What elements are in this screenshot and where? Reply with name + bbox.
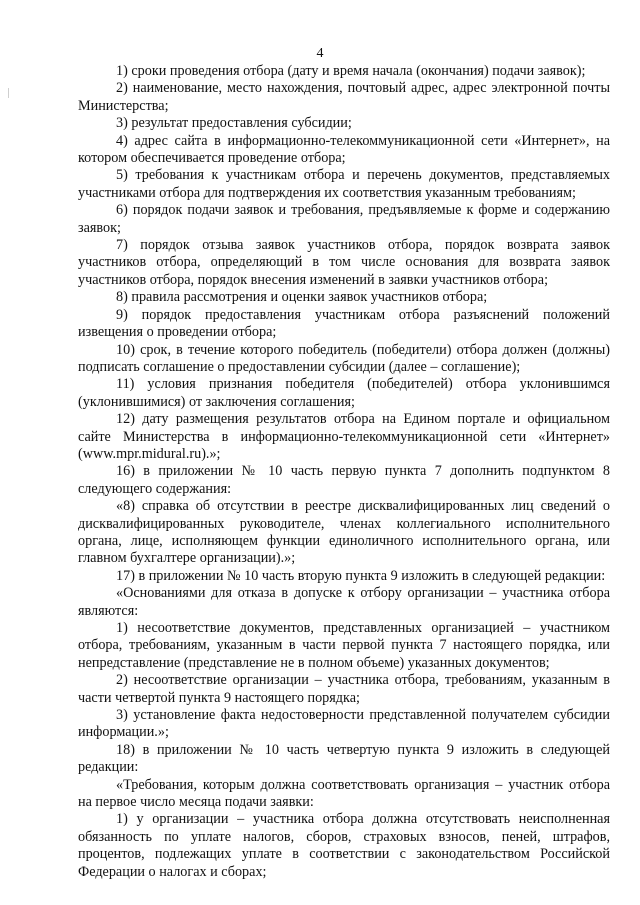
paragraph: 6) порядок подачи заявок и требования, предъявляемые к форме и содержанию заявок; xyxy=(78,202,610,236)
paragraph: 1) сроки проведения отбора (дату и время начала (окончания) подачи заявок); xyxy=(116,63,586,79)
scan-margin-mark xyxy=(8,88,9,98)
paragraph: 2) наименование, место нахождения, почтовый адрес, адрес электронной почты Министерства; xyxy=(78,80,610,114)
page-number: 4 xyxy=(316,46,324,61)
paragraph: 1) у организации – участника отбора должна отсутствовать неисполненная обязанность по уплате налогов, сборов, страховых взносов, пеней, штрафов, процентов, подлежащих уплате в соответствии с законодательством Российской Федерации о налогах и сборах; xyxy=(78,811,610,880)
paragraph: 2) несоответствие организации – участника отбора, требованиям, указанным в части четвертой пункта 9 настоящего порядка; xyxy=(78,672,610,706)
paragraph: 3) результат предоставления субсидии; xyxy=(116,115,352,132)
document-body xyxy=(78,63,610,881)
paragraph: 10) срок, в течение которого победитель (победители) отбора должен (должны) подписать соглашение о предоставлении субсидии (далее – соглашение); xyxy=(78,341,610,375)
paragraph: 11) условия признания победителя (победителей) отбора уклонившимся (уклонившимися) от заключения соглашения; xyxy=(78,376,610,410)
paragraph: 17) в приложении № 10 часть вторую пункта 9 изложить в следующей редакции: xyxy=(116,567,606,584)
paragraph: 12) дату размещения результатов отбора на Едином портале и официальном сайте Министерства в информационно-телекоммуникационной сети «Интернет» (www.mpr.midural.ru).»; xyxy=(78,411,610,462)
paragraph: 4) адрес сайта в информационно-телекоммуникационной сети «Интернет», на котором обеспечивается проведение отбора; xyxy=(78,132,610,167)
paragraph: 1) несоответствие документов, представленных организацией – участником отбора, требованиям, указанным в части первой пункта 7 настоящего порядка, или непредставление (представление не в полном объеме) указанных документов; xyxy=(78,620,610,671)
paragraph: 5) требования к участникам отбора и перечень документов, представляемых участниками отбора для подтверждения их соответствия указанным требованиям; xyxy=(78,167,610,201)
paragraph: 16) в приложении № 10 часть первую пункта 7 дополнить подпунктом 8 следующего содержания: xyxy=(78,463,610,497)
paragraph: 3) установление факта недостоверности представленной получателем субсидии информации.»; xyxy=(78,707,610,741)
paragraph: 18) в приложении № 10 часть четвертую пункта 9 изложить в следующей редакции: xyxy=(78,741,610,776)
paragraph: «Требования, которым должна соответствовать организация – участник отбора на первое число месяца подачи заявки: xyxy=(78,776,610,811)
paragraph: 9) порядок предоставления участникам отбора разъяснений положений извещения о проведении отбора; xyxy=(78,306,610,341)
paragraph: 8) правила рассмотрения и оценки заявок участников отбора; xyxy=(116,289,488,306)
paragraph: «Основаниями для отказа в допуске к отбору организации – участника отбора являются: xyxy=(78,585,610,619)
paragraph: 7) порядок отзыва заявок участников отбора, порядок возврата заявок участников отбора, определяющий в том числе основания для возврата заявок участников отбора, порядок внесения изменений в заявки участников отбора; xyxy=(78,237,610,288)
paragraph: «8) справка об отсутствии в реестре дисквалифицированных лиц сведений о дисквалифицированных руководителе, членах коллегиального исполнительного органа, лице, исполняющем функции единоличного исполнительного органа, или главном бухгалтере организации).»; xyxy=(78,498,610,567)
